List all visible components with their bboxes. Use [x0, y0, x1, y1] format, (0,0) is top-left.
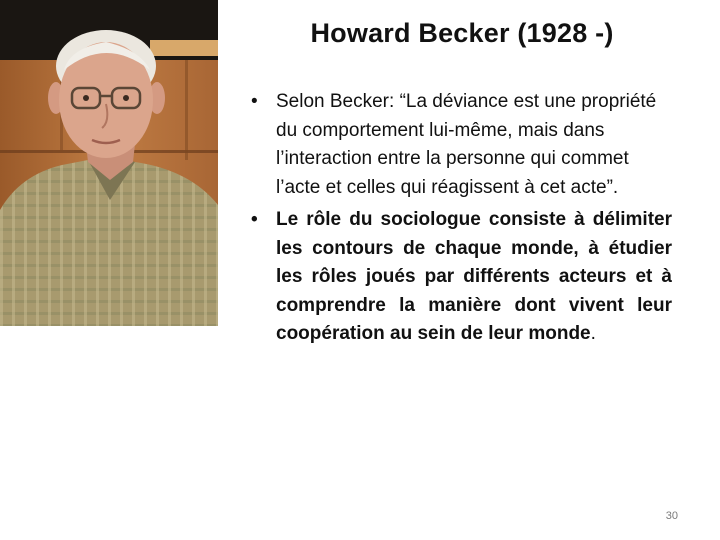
bullet-item [248, 206, 672, 349]
bullet-list [248, 88, 672, 349]
bullet-marker: • [251, 91, 258, 112]
bullet-marker: • [251, 209, 258, 230]
bullet-item [248, 88, 672, 202]
portrait-photo [0, 0, 218, 326]
page-number: 30 [665, 510, 678, 522]
bullet-text: Le rôle du sociologue consiste à délimiter les contours de chaque monde, à étudier les rôles joués par différents acteurs et à comprendre la manière dont vivent leur coopération au sein de leur monde [276, 209, 672, 344]
bullet-text-tail: . [590, 323, 596, 344]
bullet-text: Selon Becker: “La déviance est une propriété du comportement lui-même, mais dans l’interaction entre la personne qui commet l’acte et celles qui réagissent à cet acte”. [276, 91, 657, 198]
slide-title: Howard Becker (1928 -) [310, 18, 614, 48]
